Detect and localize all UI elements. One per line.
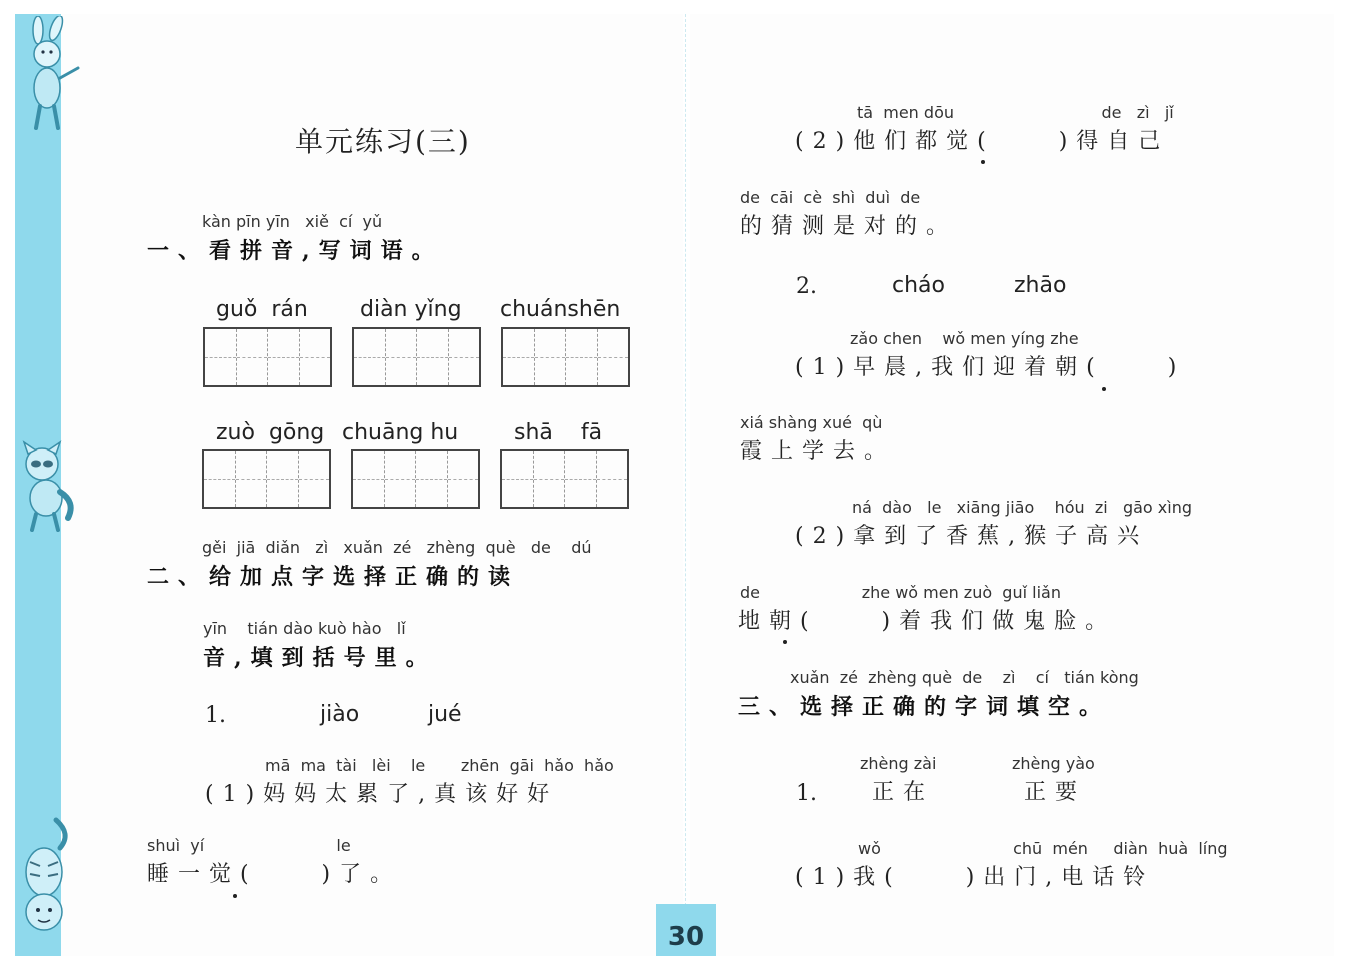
emphasis-dot [1102,387,1106,391]
question-number: 1. [796,781,817,806]
section3-heading: 三、选择正确的字词填空。 [738,694,1111,720]
rabbit-icon [14,16,86,134]
option-pinyin: zhāo [1014,273,1067,298]
option-pinyin: zhèng yào [1012,754,1095,773]
writing-grid[interactable] [202,449,331,509]
sentence-text: (2)他们都觉( )得自己 [795,129,1170,154]
option-pinyin: zhèng zài [860,754,937,773]
emphasis-dot [783,640,787,644]
sentence-text: 睡一觉( )了。 [147,862,402,887]
section1-pinyin: kàn pīn yīn xiě cí yǔ [202,212,383,231]
page-fold [685,14,688,956]
sentence-pinyin: de zhe wǒ men zuò guǐ liǎn [740,583,1061,602]
writing-grid[interactable] [352,327,481,387]
sentence-pinyin: tā men dōu de zì jǐ [857,103,1174,122]
section1-heading: 一、看拼音,写词语。 [147,238,443,264]
sentence-pinyin: de cāi cè shì duì de [740,188,921,207]
option-pinyin: jué [428,702,462,727]
question-number: 1. [205,703,226,728]
section3-pinyin: xuǎn zé zhèng què de zì cí tián kòng [790,668,1139,687]
sentence-pinyin: ná dào le xiāng jiāo hóu zi gāo xìng [852,498,1192,517]
word-pinyin: zuò gōng [216,420,325,445]
question-number: 2. [796,274,817,299]
option-pinyin: jiào [320,702,360,727]
option-word: 正要 [1024,780,1087,805]
writing-grid[interactable] [351,449,480,509]
sentence-text: 霞上学去。 [740,439,896,464]
sentence-text: (2)拿到了香蕉,猴子高兴 [795,524,1149,549]
word-pinyin: diàn yǐng [360,297,462,322]
section2-pinyin-2: yīn tián dào kuò hào lǐ [203,619,406,638]
sentence-pinyin: xiá shàng xué qù [740,413,883,432]
writing-grid[interactable] [501,327,630,387]
sentence-text: (1)妈妈太累了,真该好好 [205,782,559,807]
sentence-text: 的猜测是对的。 [740,214,958,239]
writing-grid[interactable] [203,327,332,387]
emphasis-dot [981,160,985,164]
option-word: 正在 [872,780,935,805]
page-number: 30 [667,922,705,952]
sentence-text: (1)早晨,我们迎着朝( ) [795,355,1186,380]
sentence-pinyin: mā ma tài lèi le zhēn gāi hǎo hǎo [265,756,614,775]
word-pinyin: shā fā [514,420,603,445]
word-pinyin: chuāng hu [342,420,459,445]
right-page [690,14,1334,956]
section2-heading: 二、给加点字选择正确的读 [147,564,520,590]
word-pinyin: guǒ rán [216,297,308,322]
sentence-pinyin: shuì yí le [147,836,351,855]
sentence-text: 地朝( )着我们做鬼脸。 [738,609,1117,634]
section2-heading-2: 音,填到括号里。 [203,645,437,671]
emphasis-dot [233,894,237,898]
sentence-pinyin: zǎo chen wǒ men yíng zhe [850,329,1079,348]
option-pinyin: cháo [892,273,945,298]
raccoon-icon [16,440,80,536]
tiger-icon [16,814,76,944]
writing-grid[interactable] [500,449,629,509]
word-pinyin: chuánshēn [500,297,621,322]
page-title: 单元练习(三) [295,125,471,158]
sentence-pinyin: wǒ chū mén diàn huà líng [858,839,1228,858]
section2-pinyin: gěi jiā diǎn zì xuǎn zé zhèng què de dú [202,538,592,557]
sentence-text: (1)我( )出门,电话铃 [795,865,1155,890]
